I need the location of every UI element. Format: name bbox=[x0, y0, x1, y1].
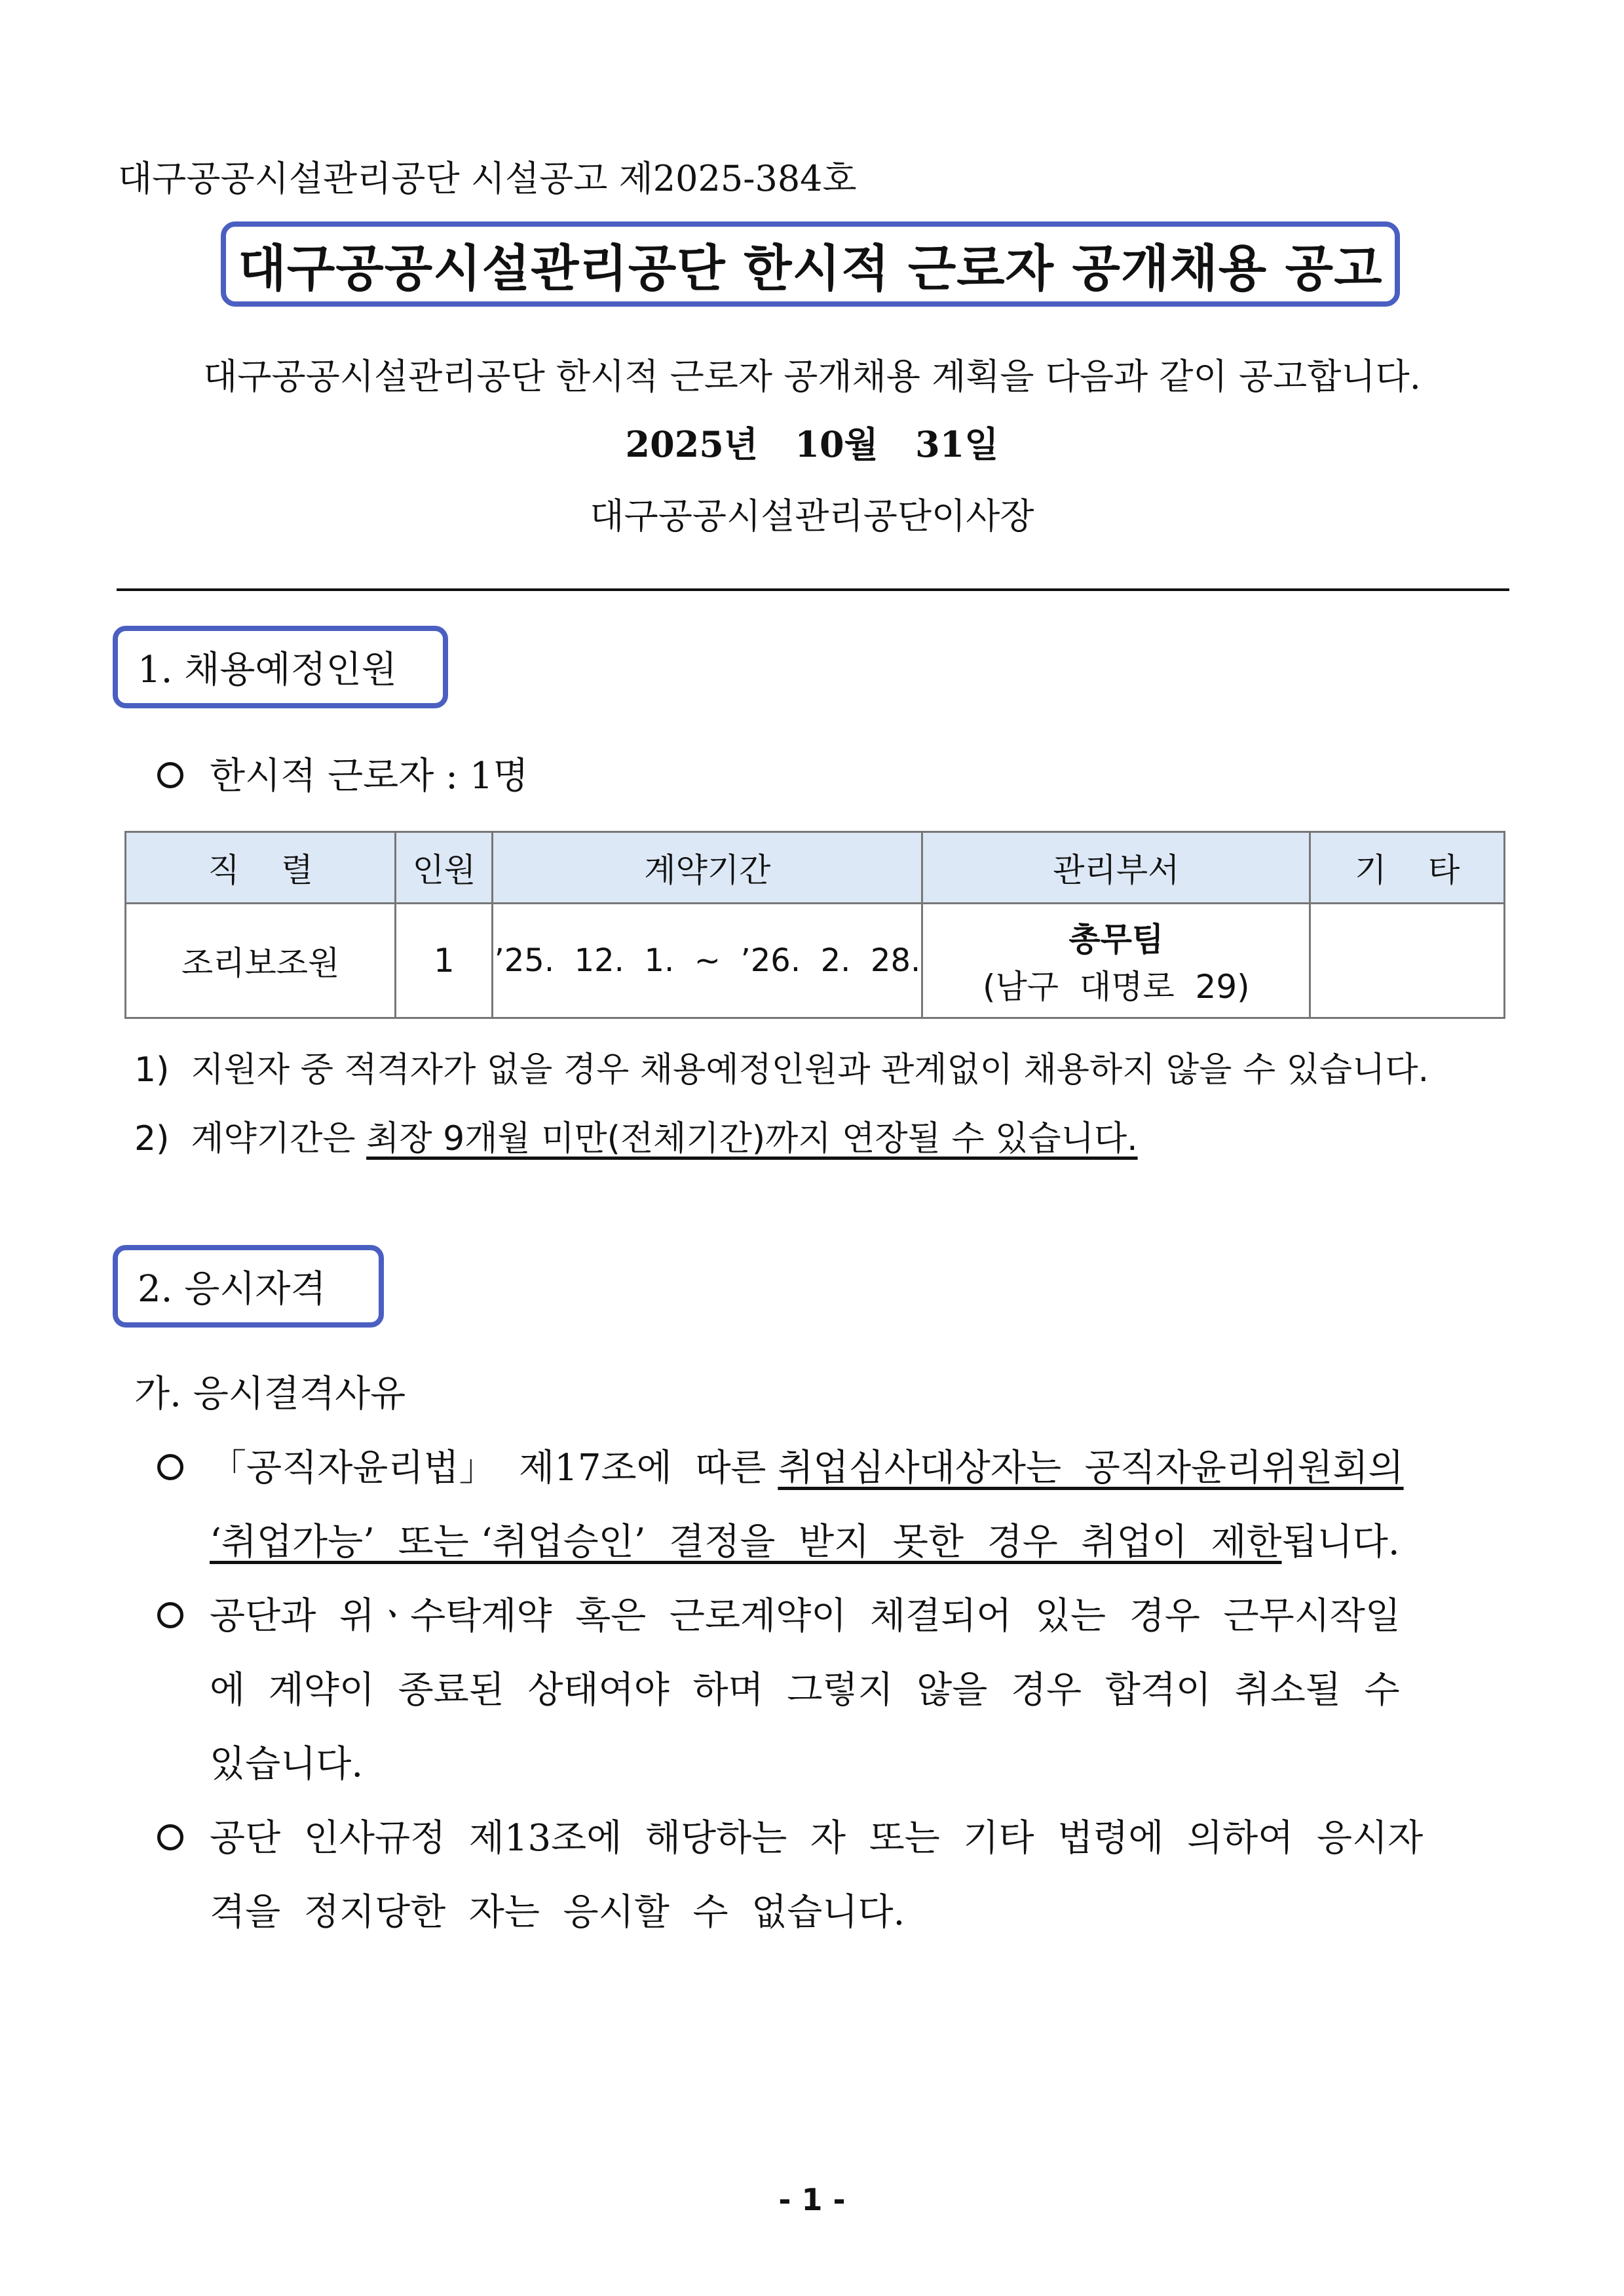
table-header-cell: 관리부서 bbox=[922, 832, 1310, 904]
table-header-cell: 기 타 bbox=[1310, 832, 1505, 904]
note-2-prefix: 2) 계약기간은 bbox=[134, 1119, 367, 1158]
headcount-text: 한시적 근로자 : 1명 bbox=[210, 755, 529, 797]
item-1-prefix: 「공직자윤리법」 제17조에 따른 bbox=[210, 1447, 778, 1489]
notice-date: 2025년 10월 31일 bbox=[625, 423, 999, 465]
department-address: (남구 대명로 29) bbox=[982, 968, 1250, 1006]
disqualification-subheading: 가. 응시결격사유 bbox=[134, 1373, 406, 1415]
note-2-underlined: 최장 9개월 미만(전체기간)까지 연장될 수 있습니다. bbox=[366, 1119, 1138, 1158]
notice-reference-number: 대구공공시설관리공단 시설공고 제2025-384호 bbox=[118, 158, 857, 199]
note-1: 1) 지원자 중 적격자가 없을 경우 채용예정인원과 관계없이 채용하지 않을 수 있습니다. bbox=[134, 1050, 1429, 1090]
item-2-line-1-text: 공단과 위ㆍ수탁계약 혹은 근로계약이 체결되어 있는 경우 근무시작일 bbox=[210, 1595, 1401, 1637]
notice-title: 대구공공시설관리공단 한시적 근로자 공개채용 공고 bbox=[238, 239, 1383, 297]
disqualification-item-2-line-2: 에 계약이 종료된 상태여야 하며 그렇지 않을 경우 합격이 취소될 수 bbox=[210, 1669, 1400, 1712]
section-2-heading: 2. 응시자격 bbox=[138, 1268, 326, 1311]
notice-title-box bbox=[221, 221, 1400, 307]
position-cell: 조리보조원 bbox=[126, 904, 396, 1018]
count-cell: 1 bbox=[396, 904, 493, 1018]
disqualification-item-2-line-3: 있습니다. bbox=[210, 1743, 364, 1786]
etc-cell bbox=[1310, 904, 1505, 1018]
headcount-bullet bbox=[157, 747, 529, 799]
hollow-circle-bullet-icon bbox=[157, 1602, 183, 1628]
hollow-circle-bullet-icon bbox=[157, 1824, 183, 1850]
table-header-cell: 직 렬 bbox=[126, 832, 396, 904]
hollow-circle-bullet-icon bbox=[157, 1454, 183, 1480]
notice-intro: 대구공공시설관리공단 한시적 근로자 공개채용 계획을 다음과 같이 공고합니다. bbox=[203, 356, 1421, 397]
item-3-line-1-text: 공단 인사규정 제13조에 해당하는 자 또는 기타 법령에 의하여 응시자 bbox=[210, 1817, 1424, 1860]
notice-issuer: 대구공공시설관리공단이사장 bbox=[590, 495, 1034, 537]
disqualification-item-1-line-2 bbox=[210, 1506, 1400, 1579]
item-1-underlined-1: 취업심사대상자는 공직자윤리위원회의 bbox=[778, 1447, 1404, 1489]
disqualification-item-3-line-1 bbox=[157, 1802, 1423, 1875]
header-divider bbox=[117, 588, 1509, 591]
contract-period-cell: ’25. 12. 1. ~ ’26. 2. 28. bbox=[493, 904, 922, 1018]
table-header-row bbox=[126, 832, 1505, 904]
disqualification-item-1-line-1 bbox=[157, 1432, 1404, 1505]
disqualification-item-3-line-2: 격을 정지당한 자는 응시할 수 없습니다. bbox=[210, 1891, 905, 1934]
section-1-heading-box bbox=[113, 626, 448, 708]
department-cell bbox=[922, 904, 1310, 1018]
table-row bbox=[126, 904, 1505, 1018]
table-header-cell: 인원 bbox=[396, 832, 493, 904]
note-2 bbox=[134, 1111, 1138, 1160]
disqualification-item-2-line-1 bbox=[157, 1580, 1401, 1653]
recruitment-table bbox=[124, 831, 1505, 1019]
department-name: 총무팀 bbox=[1068, 921, 1164, 959]
table-header-cell: 계약기간 bbox=[493, 832, 922, 904]
hollow-circle-bullet-icon bbox=[157, 762, 183, 788]
section-1-heading: 1. 채용예정인원 bbox=[138, 649, 397, 691]
item-1-suffix: 됩니다. bbox=[1281, 1521, 1400, 1563]
section-2-heading-box bbox=[113, 1245, 384, 1328]
item-1-underlined-2: ‘취업가능’ 또는 ‘취업승인’ 결정을 받지 못한 경우 취업이 제한 bbox=[210, 1521, 1282, 1563]
page-number: - 1 - bbox=[778, 2182, 846, 2217]
